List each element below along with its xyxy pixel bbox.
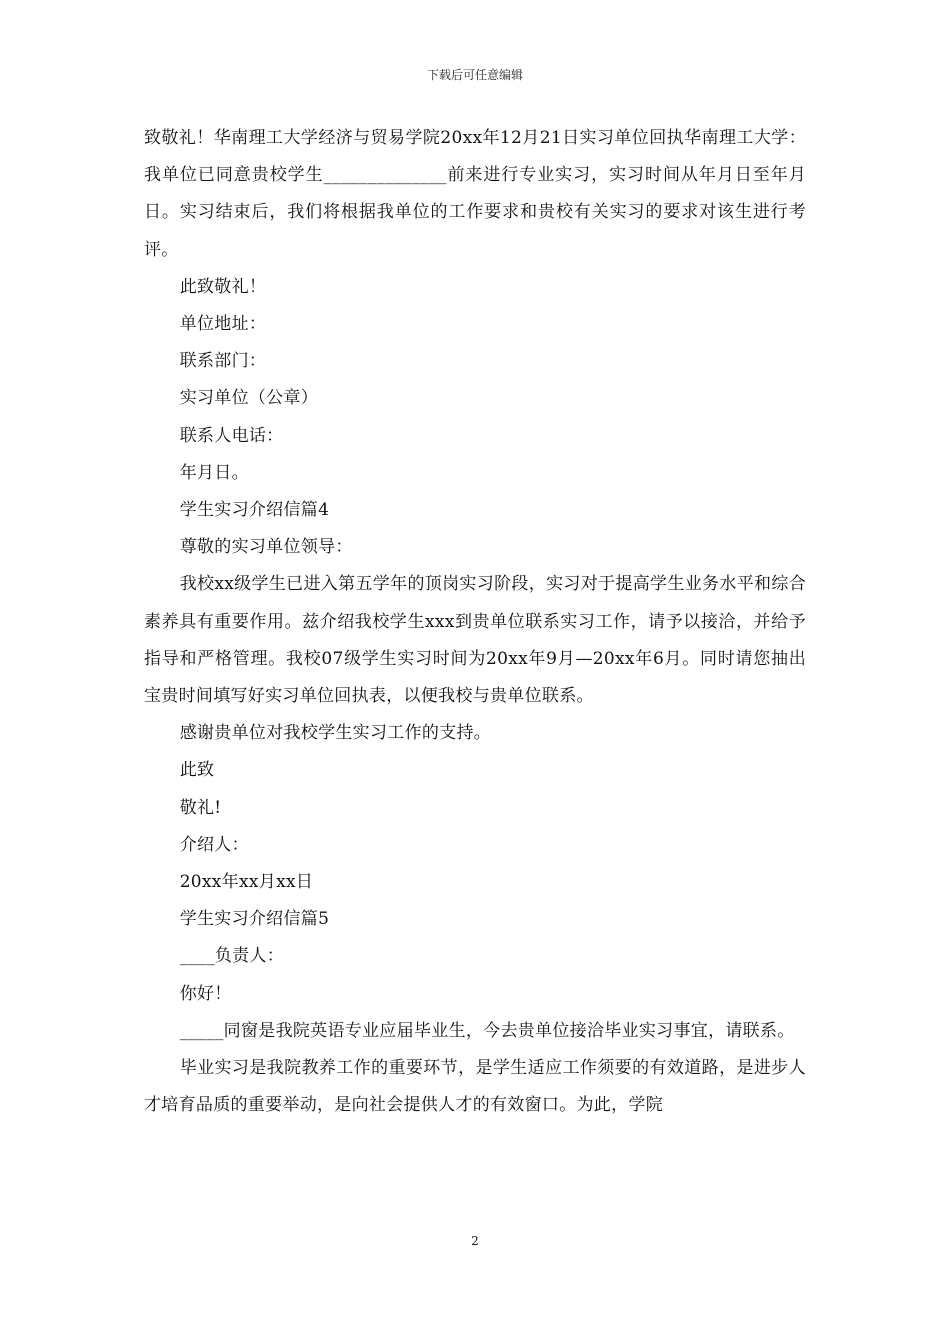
paragraph-internship-importance: 毕业实习是我院教养工作的重要环节，是学生适应工作须要的有效道路，是进步人才培育品质的重要举动，是向社会提供人才的有效窗口。为此，学院 xyxy=(144,1058,806,1116)
paragraph-closing-salute: 此致敬礼！ xyxy=(179,276,267,297)
paragraph-unit-address: 单位地址： xyxy=(179,314,267,335)
paragraph-contact-department: 联系部门： xyxy=(179,351,267,372)
paragraph-introduction: 我校xx级学生已进入第五学年的顶岗实习阶段，实习对于提高学生业务水平和综合素养具有重要作用。兹介绍我校学生xxx到贵单位联系实习工作，请予以接洽，并给予指导和严格管理。我校07级学生实习时间为20xx年9月—20xx年6月。同时请您抽出宝贵时间填写好实习单位回执表，以便我校与贵单位联系。 xyxy=(144,574,806,707)
section-title-5: 学生实习介绍信篇5 xyxy=(179,909,330,930)
paragraph-thanks: 感谢贵单位对我校学生实习工作的支持。 xyxy=(179,723,492,744)
paragraph-date-blank: 年月日。 xyxy=(179,462,249,483)
paragraph-student-intro: _____同窗是我院英语专业应届毕业生，今去贵单位接洽毕业实习事宜，请联系。 xyxy=(179,1020,795,1041)
paragraph-greeting: 尊敬的实习单位领导： xyxy=(179,537,353,558)
paragraph-contact-phone: 联系人电话： xyxy=(179,425,284,446)
paragraph-cizhi: 此致 xyxy=(179,760,215,781)
paragraph-introducer: 介绍人： xyxy=(179,834,249,855)
paragraph-hello: 你好！ xyxy=(179,983,232,1004)
document-body xyxy=(144,120,806,1124)
page-number: 2 xyxy=(471,1234,479,1248)
paragraph-addressee: ____负责人： xyxy=(179,946,285,967)
paragraph-jingli: 敬礼! xyxy=(179,797,222,818)
page-header: 下载后可任意编辑 xyxy=(426,68,523,82)
section-title-4: 学生实习介绍信篇4 xyxy=(179,500,330,521)
paragraph-unit-seal: 实习单位（公章） xyxy=(179,388,319,409)
paragraph-receipt: 致敬礼！华南理工大学经济与贸易学院20xx年12月21日实习单位回执华南理工大学：我单位已同意贵校学生______________前来进行专业实习，实习时间从年月日至年月日。实习结束后，我们将根据我单位的工作要求和贵校有关实习的要求对该生进行考评。 xyxy=(144,128,806,260)
paragraph-date: 20xx年xx月xx日 xyxy=(179,872,314,893)
